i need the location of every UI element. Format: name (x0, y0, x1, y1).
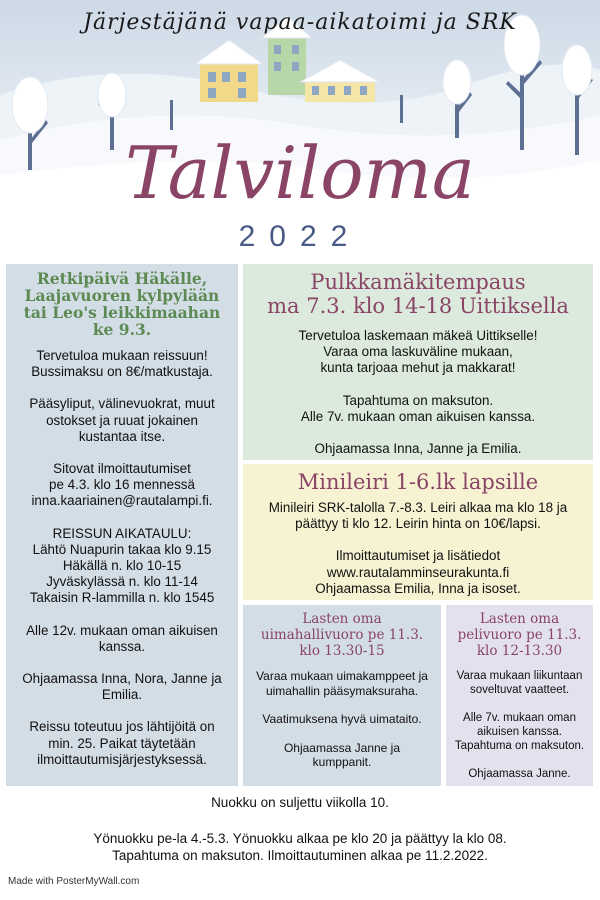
event-swim-text: Vaatimuksena hyvä uimataito. (262, 712, 422, 726)
postermywall-credit: Made with PosterMyWall.com (8, 876, 140, 887)
event-gym-leaders: Ohjaamassa Janne. (468, 768, 571, 780)
event-camp-info: Ilmoittautumiset ja lisätiedot www.rautalamminseurakunta.fi Ohjaamassa Emilia, Inna ja isoset. (315, 548, 521, 596)
event-sled-text: Tervetuloa laskemaan mäkeä Uittikselle! Varaa oma laskuväline mukaan, kunta tarjoaa mehut ja makkarat! (298, 328, 538, 376)
event-gym-text: Alle 7v. mukaan oman aikuisen kanssa. Tapahtuma on maksuton. (454, 712, 585, 752)
organizer-line: Järjestäjänä vapaa-aikatoimi ja SRK (83, 10, 517, 35)
event-trip-heading: Retkipäivä Häkälle, Laajavuoren kylpylään tai Leo's leikkimaahan ke 9.3. (23, 269, 221, 339)
event-swim-heading: Lasten oma uimahallivuoro pe 11.3. klo 13.30-15 (260, 611, 424, 659)
event-camp-heading: Minileiri 1-6.lk lapsille (297, 470, 539, 494)
event-trip-text: Reissu toteutuu jos lähtijöitä on min. 25. Paikat täytetään ilmoittautumisjärjestyksessä. (29, 719, 215, 767)
event-trip-text: Alle 12v. mukaan oman aikuisen kanssa. (26, 622, 218, 654)
footer-free-note: Tapahtuma on maksuton. Ilmoittautuminen alkaa pe 11.2.2022. (112, 848, 488, 863)
footer-night-note: Yönuokku pe-la 4.-5.3. Yönuokku alkaa pe klo 20 ja päättyy la klo 08. (93, 831, 507, 846)
event-trip-card (6, 264, 238, 786)
event-trip-text: Tervetuloa mukaan reissuun! Bussimaksu on 8€/matkustaja. (31, 348, 213, 380)
event-sled-text: Tapahtuma on maksuton. Alle 7v. mukaan oman aikuisen kanssa. (300, 392, 536, 424)
event-sled-card (243, 264, 593, 460)
event-gym-text: Varaa mukaan liikuntaan soveltuvat vaatteet. (456, 670, 583, 696)
event-sled-leaders: Ohjaamassa Inna, Janne ja Emilia. (314, 441, 522, 457)
page-title: Talviloma (125, 131, 475, 215)
event-swim-leaders: Ohjaamassa Janne ja kumppanit. (283, 740, 401, 769)
event-trip-registration: Sitovat ilmoittautumiset pe 4.3. klo 16 mennessä inna.kaariainen@rautalampi.fi. (31, 461, 213, 509)
event-gym-heading: Lasten oma pelivuoro pe 11.3. klo 12-13.30 (457, 611, 582, 659)
event-gym-card (446, 605, 593, 786)
event-camp-text: Minileiri SRK-talolla 7.-8.3. Leiri alkaa ma klo 18 ja päättyy ti klo 12. Leirin hinta on 10€/lapsi. (268, 500, 568, 532)
event-trip-schedule: REISSUN AIKATAULU: Lähtö Nuapurin takaa klo 9.15 Häkällä n. klo 10-15 Jyväskylässä n. klo 11-14 Takaisin R-lammilla n. klo 1545 (29, 525, 215, 606)
event-camp-card (243, 464, 593, 600)
event-swim-card (243, 605, 441, 786)
event-swim-text: Varaa mukaan uimakamppeet ja uimahallin pääsymaksuraha. (256, 669, 428, 698)
footer-closed-note: Nuokku on suljettu viikolla 10. (211, 795, 389, 810)
event-trip-text: Pääsyliput, välinevuokrat, muut ostokset ja ruuat jokainen kustantaa itse. (29, 396, 215, 444)
year-label: 2022 (238, 220, 362, 253)
event-sled-heading: Pulkkamäkitempaus ma 7.3. klo 14-18 Uittiksella (267, 270, 569, 318)
event-trip-leaders: Ohjaamassa Inna, Nora, Janne ja Emilia. (22, 671, 222, 703)
